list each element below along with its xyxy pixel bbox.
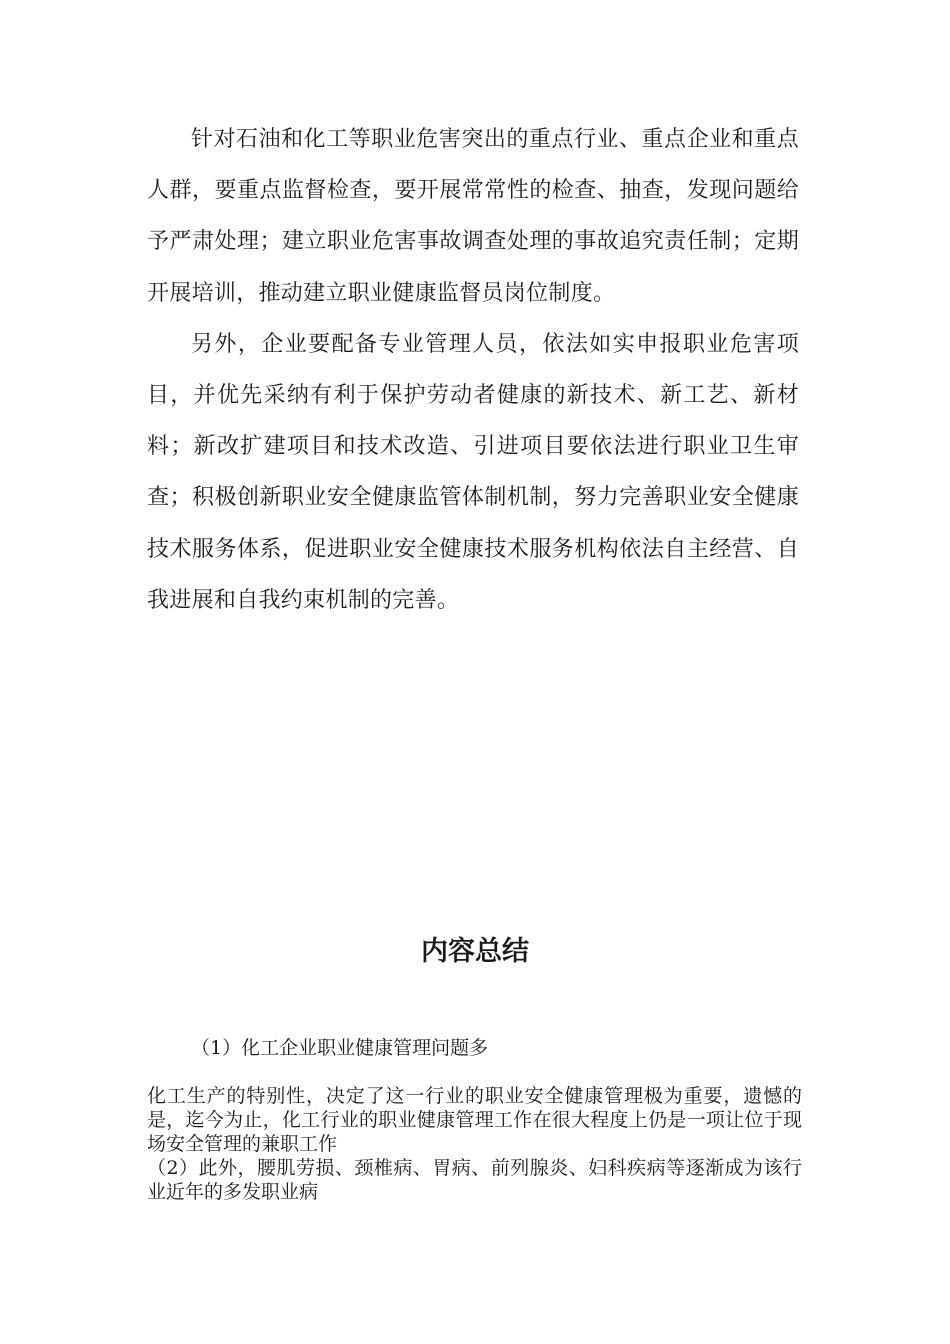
summary-paragraph-2: （2）此外，腰肌劳损、颈椎病、胃病、前列腺炎、妇科疾病等逐渐成为该行业近年的多发职业病 xyxy=(147,1157,802,1203)
summary-section xyxy=(147,1034,802,1204)
summary-paragraph-1: 化工生产的特别性，决定了这一行业的职业安全健康管理极为重要，遗憾的是，迄今为止，化工行业的职业健康管理工作在很大程度上仍是一项让位于现场安全管理的兼职工作 xyxy=(147,1085,802,1155)
body-text xyxy=(147,114,799,626)
summary-heading: （1）化工企业职业健康管理问题多 xyxy=(191,1037,489,1059)
body-paragraph-1: 针对石油和化工等职业危害突出的重点行业、重点企业和重点人群，要重点监督检查，要开展常常性的检查、抽查，发现问题给予严肃处理；建立职业危害事故调查处理的事故追究责任制；定期开展培训，推动建立职业健康监督员岗位制度。 xyxy=(147,127,799,306)
body-paragraph-2: 另外，企业要配备专业管理人员，依法如实申报职业危害项目，并优先采纳有利于保护劳动者健康的新技术、新工艺、新材料；新改扩建项目和技术改造、引进项目要依法进行职业卫生审查；积极创新职业安全健康监管体制机制，努力完善职业安全健康技术服务体系，促进职业安全健康技术服务机构依法自主经营、自我进展和自我约束机制的完善。 xyxy=(147,331,799,613)
summary-title: 内容总结 xyxy=(421,936,529,967)
